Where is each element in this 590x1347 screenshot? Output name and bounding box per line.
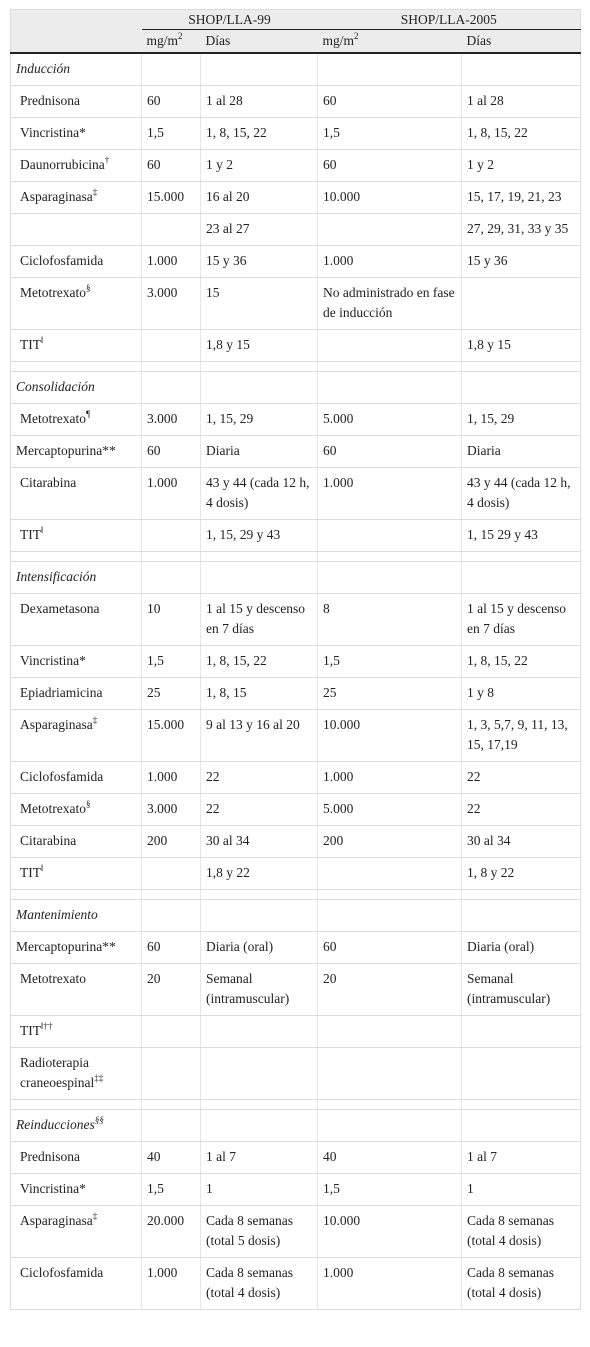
table-row	[11, 1206, 581, 1258]
table-row	[11, 404, 581, 436]
days-2005: 22	[462, 762, 581, 794]
dose-2005: 1.000	[318, 1258, 462, 1310]
days-99: 1, 15, 29 y 43	[201, 520, 318, 552]
empty-cell	[201, 1110, 318, 1142]
table-row	[11, 710, 581, 762]
dose-99: 20	[142, 964, 201, 1016]
spacer-cell	[462, 890, 581, 900]
header-shop-lla-2005: SHOP/LLA-2005	[318, 10, 581, 30]
dose-2005: 1,5	[318, 118, 462, 150]
days-99: 1 al 7	[201, 1142, 318, 1174]
spacer-cell	[11, 890, 142, 900]
dose-2005	[318, 330, 462, 362]
dose-99	[142, 1016, 201, 1048]
table-row	[11, 150, 581, 182]
days-2005: 1	[462, 1174, 581, 1206]
drug-name: Daunorrubicina†	[11, 150, 142, 182]
days-99: Diaria (oral)	[201, 932, 318, 964]
days-2005: 22	[462, 794, 581, 826]
dose-99	[142, 1048, 201, 1100]
drug-name: Metotrexato	[11, 964, 142, 1016]
section-spacer	[11, 552, 581, 562]
dose-2005: 1.000	[318, 468, 462, 520]
days-99: 1, 8, 15, 22	[201, 118, 318, 150]
drug-name: Asparaginasa‡	[11, 710, 142, 762]
dose-2005	[318, 520, 462, 552]
dose-2005: No administrado en fase de inducción	[318, 278, 462, 330]
table-row	[11, 794, 581, 826]
days-99: 1 y 2	[201, 150, 318, 182]
header-dose-99: $mg/m^2$	[142, 30, 201, 54]
drug-name: Ciclofosfamida	[11, 1258, 142, 1310]
table-row	[11, 118, 581, 150]
days-2005: 1 al 15 y descenso en 7 días	[462, 594, 581, 646]
dose-99: 15.000	[142, 182, 201, 214]
days-2005: 30 al 34	[462, 826, 581, 858]
table-row	[11, 858, 581, 890]
dose-99: 1.000	[142, 468, 201, 520]
days-2005	[462, 278, 581, 330]
days-2005: 1, 15 29 y 43	[462, 520, 581, 552]
days-2005	[462, 1048, 581, 1100]
days-99: 1, 8, 15, 22	[201, 646, 318, 678]
table-row	[11, 246, 581, 278]
dose-2005: 5.000	[318, 404, 462, 436]
dose-99: 1,5	[142, 646, 201, 678]
days-2005: 43 y 44 (cada 12 h, 4 dosis)	[462, 468, 581, 520]
days-99: Cada 8 semanas (total 4 dosis)	[201, 1258, 318, 1310]
days-2005: 1 al 28	[462, 86, 581, 118]
section-header-row	[11, 53, 581, 86]
table-row	[11, 520, 581, 552]
days-99: Diaria	[201, 436, 318, 468]
drug-name: Radioterapia craneoespinal‡‡	[11, 1048, 142, 1100]
table-row	[11, 646, 581, 678]
days-2005: Cada 8 semanas (total 4 dosis)	[462, 1206, 581, 1258]
days-99: 22	[201, 762, 318, 794]
dose-2005: 10.000	[318, 710, 462, 762]
table-row	[11, 932, 581, 964]
empty-cell	[201, 53, 318, 86]
table-row	[11, 278, 581, 330]
dose-99: 60	[142, 436, 201, 468]
drug-name: Citarabina	[11, 826, 142, 858]
protocol-table-container	[10, 9, 580, 1310]
dose-2005: 200	[318, 826, 462, 858]
days-99: 22	[201, 794, 318, 826]
dose-2005	[318, 858, 462, 890]
drug-name: Epiadriamicina	[11, 678, 142, 710]
spacer-cell	[318, 890, 462, 900]
spacer-cell	[462, 362, 581, 372]
table-body	[11, 53, 581, 1310]
dose-99	[142, 214, 201, 246]
dose-2005: 40	[318, 1142, 462, 1174]
days-2005: Diaria	[462, 436, 581, 468]
drug-name: Mercaptopurina**	[11, 436, 142, 468]
dose-2005: 60	[318, 436, 462, 468]
days-2005: Semanal (intramuscular)	[462, 964, 581, 1016]
spacer-cell	[11, 362, 142, 372]
drug-name: Ciclofosfamida	[11, 762, 142, 794]
drug-name: Asparaginasa‡	[11, 1206, 142, 1258]
days-99: 15	[201, 278, 318, 330]
dose-99: 3.000	[142, 404, 201, 436]
section-spacer	[11, 1100, 581, 1110]
spacer-cell	[142, 1100, 201, 1110]
table-row	[11, 182, 581, 214]
drug-name: Mercaptopurina**	[11, 932, 142, 964]
spacer-cell	[318, 552, 462, 562]
days-99: 15 y 36	[201, 246, 318, 278]
days-2005: 1, 8, 15, 22	[462, 118, 581, 150]
days-99: 16 al 20	[201, 182, 318, 214]
days-2005: Diaria (oral)	[462, 932, 581, 964]
dose-99: 60	[142, 932, 201, 964]
drug-name: TIT‖	[11, 520, 142, 552]
table-row	[11, 86, 581, 118]
days-99: Cada 8 semanas (total 5 dosis)	[201, 1206, 318, 1258]
drug-name: Prednisona	[11, 1142, 142, 1174]
spacer-cell	[318, 1100, 462, 1110]
header-shop-lla-99: SHOP/LLA-99	[142, 10, 318, 30]
dose-2005: 60	[318, 150, 462, 182]
dose-99: 40	[142, 1142, 201, 1174]
days-2005	[462, 1016, 581, 1048]
dose-2005: 10.000	[318, 1206, 462, 1258]
days-99: 1 al 28	[201, 86, 318, 118]
table-row	[11, 1258, 581, 1310]
section-title: Consolidación	[11, 372, 142, 404]
days-99: 23 al 27	[201, 214, 318, 246]
days-2005: 1,8 y 15	[462, 330, 581, 362]
days-99: 1,8 y 15	[201, 330, 318, 362]
empty-cell	[462, 372, 581, 404]
dose-99: 1.000	[142, 246, 201, 278]
dose-99: 10	[142, 594, 201, 646]
table-row	[11, 214, 581, 246]
drug-name: Dexametasona	[11, 594, 142, 646]
table-row	[11, 594, 581, 646]
dose-2005: 20	[318, 964, 462, 1016]
dose-99: 1.000	[142, 1258, 201, 1310]
days-99: 1 al 15 y descenso en 7 días	[201, 594, 318, 646]
empty-cell	[318, 562, 462, 594]
dose-99: 15.000	[142, 710, 201, 762]
section-spacer	[11, 890, 581, 900]
dose-2005: 1,5	[318, 646, 462, 678]
days-2005: 15 y 36	[462, 246, 581, 278]
drug-name: Prednisona	[11, 86, 142, 118]
dose-2005: 5.000	[318, 794, 462, 826]
section-spacer	[11, 362, 581, 372]
dose-99	[142, 330, 201, 362]
header-days-99: Días	[201, 30, 318, 54]
days-2005: 1 y 8	[462, 678, 581, 710]
section-header-row	[11, 900, 581, 932]
days-99: 1, 15, 29	[201, 404, 318, 436]
drug-name: TIT‖††	[11, 1016, 142, 1048]
spacer-cell	[201, 1100, 318, 1110]
drug-name: Metotrexato§	[11, 794, 142, 826]
dose-2005: 8	[318, 594, 462, 646]
days-2005: 15, 17, 19, 21, 23	[462, 182, 581, 214]
days-2005: 1 y 2	[462, 150, 581, 182]
spacer-cell	[142, 890, 201, 900]
empty-cell	[318, 900, 462, 932]
empty-cell	[142, 562, 201, 594]
drug-name: Citarabina	[11, 468, 142, 520]
days-2005: 1 al 7	[462, 1142, 581, 1174]
table-row	[11, 1174, 581, 1206]
section-title: Inducción	[11, 53, 142, 86]
drug-name: TIT‖	[11, 330, 142, 362]
drug-name: Metotrexato¶	[11, 404, 142, 436]
spacer-cell	[142, 552, 201, 562]
table-row	[11, 330, 581, 362]
drug-name: Vincristina*	[11, 646, 142, 678]
spacer-cell	[11, 552, 142, 562]
drug-name: Vincristina*	[11, 1174, 142, 1206]
dose-99: 200	[142, 826, 201, 858]
table-row	[11, 964, 581, 1016]
empty-cell	[318, 1110, 462, 1142]
days-99	[201, 1016, 318, 1048]
drug-name	[11, 214, 142, 246]
spacer-cell	[11, 1100, 142, 1110]
spacer-cell	[142, 362, 201, 372]
drug-name: Vincristina*	[11, 118, 142, 150]
section-header-row	[11, 1110, 581, 1142]
table-row	[11, 1142, 581, 1174]
empty-cell	[142, 53, 201, 86]
dose-2005: 10.000	[318, 182, 462, 214]
section-title: Mantenimiento	[11, 900, 142, 932]
protocol-table	[10, 9, 581, 1310]
spacer-cell	[462, 1100, 581, 1110]
table-row	[11, 826, 581, 858]
days-99: 1, 8, 15	[201, 678, 318, 710]
drug-name: TIT‖	[11, 858, 142, 890]
section-title: Intensificación	[11, 562, 142, 594]
dose-2005: 1.000	[318, 762, 462, 794]
drug-name: Metotrexato§	[11, 278, 142, 330]
days-99: 1	[201, 1174, 318, 1206]
days-2005: 1, 15, 29	[462, 404, 581, 436]
dose-2005: 1.000	[318, 246, 462, 278]
section-title: Reinducciones§§	[11, 1110, 142, 1142]
days-99: 9 al 13 y 16 al 20	[201, 710, 318, 762]
spacer-cell	[318, 362, 462, 372]
dose-99: 60	[142, 150, 201, 182]
days-2005: 1, 8 y 22	[462, 858, 581, 890]
table-row	[11, 436, 581, 468]
days-99: Semanal (intramuscular)	[201, 964, 318, 1016]
dose-2005: 25	[318, 678, 462, 710]
dose-99: 3.000	[142, 794, 201, 826]
dose-99: 3.000	[142, 278, 201, 330]
spacer-cell	[201, 890, 318, 900]
spacer-cell	[462, 552, 581, 562]
days-2005: Cada 8 semanas (total 4 dosis)	[462, 1258, 581, 1310]
days-99: 43 y 44 (cada 12 h, 4 dosis)	[201, 468, 318, 520]
days-2005: 1, 8, 15, 22	[462, 646, 581, 678]
table-row	[11, 762, 581, 794]
header-row-groups	[11, 10, 581, 30]
days-2005: 27, 29, 31, 33 y 35	[462, 214, 581, 246]
empty-cell	[142, 372, 201, 404]
dose-99	[142, 520, 201, 552]
dose-99: 25	[142, 678, 201, 710]
empty-cell	[318, 372, 462, 404]
spacer-cell	[201, 552, 318, 562]
days-99: 1,8 y 22	[201, 858, 318, 890]
header-days-2005: Días	[462, 30, 581, 54]
dose-2005	[318, 1048, 462, 1100]
empty-cell	[201, 372, 318, 404]
table-row	[11, 678, 581, 710]
dose-2005	[318, 1016, 462, 1048]
days-99: 30 al 34	[201, 826, 318, 858]
empty-cell	[201, 562, 318, 594]
days-2005: 1, 3, 5,7, 9, 11, 13, 15, 17,19	[462, 710, 581, 762]
dose-99: 1,5	[142, 118, 201, 150]
dose-99: 1.000	[142, 762, 201, 794]
dose-2005: 60	[318, 932, 462, 964]
section-header-row	[11, 562, 581, 594]
empty-cell	[462, 562, 581, 594]
empty-cell	[318, 53, 462, 86]
table-row	[11, 468, 581, 520]
dose-2005: 1,5	[318, 1174, 462, 1206]
table-row	[11, 1016, 581, 1048]
days-99	[201, 1048, 318, 1100]
empty-cell	[142, 900, 201, 932]
empty-cell	[201, 900, 318, 932]
dose-99: 1,5	[142, 1174, 201, 1206]
dose-99	[142, 858, 201, 890]
dose-99: 60	[142, 86, 201, 118]
header-empty-cell	[11, 10, 142, 30]
empty-cell	[462, 900, 581, 932]
section-header-row	[11, 372, 581, 404]
drug-name: Asparaginasa‡	[11, 182, 142, 214]
dose-2005	[318, 214, 462, 246]
dose-2005: 60	[318, 86, 462, 118]
empty-cell	[462, 53, 581, 86]
drug-name: Ciclofosfamida	[11, 246, 142, 278]
header-dose-2005: $mg/m^2$	[318, 30, 462, 54]
header-empty-cell	[11, 30, 142, 54]
header-row-units	[11, 30, 581, 54]
empty-cell	[142, 1110, 201, 1142]
spacer-cell	[201, 362, 318, 372]
dose-99: 20.000	[142, 1206, 201, 1258]
empty-cell	[462, 1110, 581, 1142]
table-row	[11, 1048, 581, 1100]
